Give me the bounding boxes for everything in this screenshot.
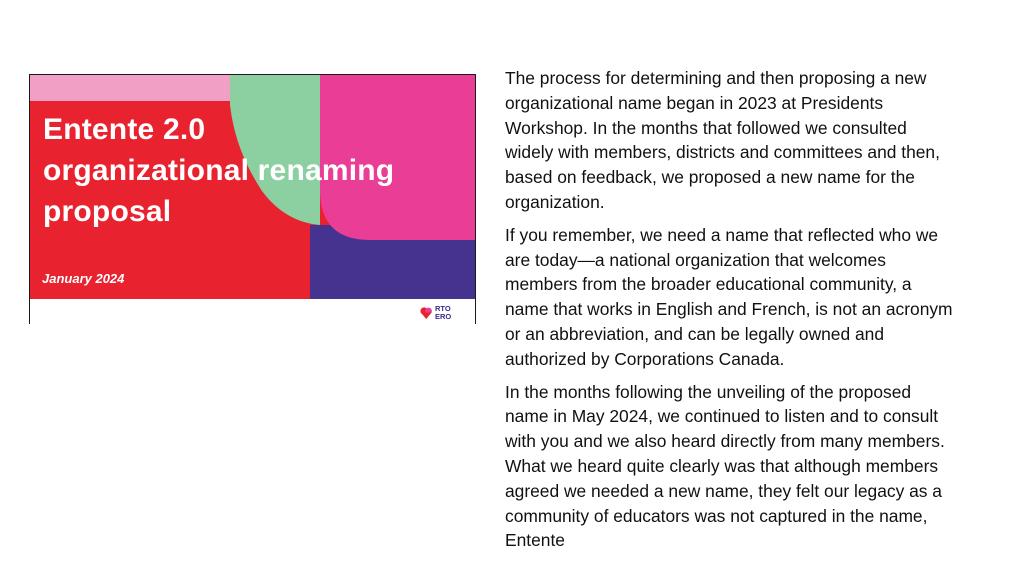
text-line: based on feedback, we proposed a new name for the: [505, 167, 915, 188]
paragraph: [505, 380, 1010, 554]
paragraph: [505, 66, 1010, 215]
text-line: Entente: [505, 530, 565, 551]
text-line: If you remember, we need a name that reflected who we: [505, 224, 939, 245]
text-line: community of educators was not captured in the name,: [505, 505, 928, 526]
text-line: with you and we also heard directly from many members.: [505, 431, 945, 452]
text-line: organization.: [505, 191, 605, 212]
text-line: name in May 2024, we continued to listen and to consult: [505, 406, 939, 427]
text-line: are today—a national organization that welcomes: [505, 249, 886, 270]
notes-text: [505, 66, 1010, 561]
text-line: agreed we needed a new name, they felt our legacy as a: [505, 480, 942, 501]
text-line: widely with members, districts and committees and then,: [505, 142, 940, 163]
text-line: What we heard quite clearly was that although members: [505, 455, 939, 476]
slide-title-line: organizational renaming: [43, 154, 395, 187]
text-line: The process for determining and then proposing a new: [505, 68, 927, 88]
logo-text-bottom: ERO: [435, 312, 452, 321]
slide-artwork: [30, 75, 476, 299]
text-line: authorized by Corporations Canada.: [505, 348, 785, 369]
slide-thumbnail: [29, 74, 476, 324]
text-line: members from the broader educational community, a: [505, 274, 912, 295]
logo-heart-icon: [419, 306, 433, 320]
rto-ero-logo: [419, 304, 451, 322]
text-line: or an abbreviation, and can be legally owned and: [505, 323, 885, 344]
logo-text: [435, 305, 451, 321]
paragraph: [505, 223, 1010, 372]
text-line: organizational name began in 2023 at Presidents: [505, 92, 884, 113]
slide-title-line: Entente 2.0: [43, 113, 206, 146]
slide-title-line: proposal: [43, 195, 172, 228]
text-line: Workshop. In the months that followed we consulted: [505, 117, 907, 138]
slide-title: [43, 109, 463, 232]
slide-date: January 2024: [42, 271, 125, 286]
text-line: name that works in English and French, is not an acronym: [505, 299, 953, 320]
logo-text-top: RTO: [435, 304, 451, 313]
text-line: In the months following the unveiling of the proposed: [505, 381, 912, 402]
light-pink-band-shape: [30, 75, 230, 101]
